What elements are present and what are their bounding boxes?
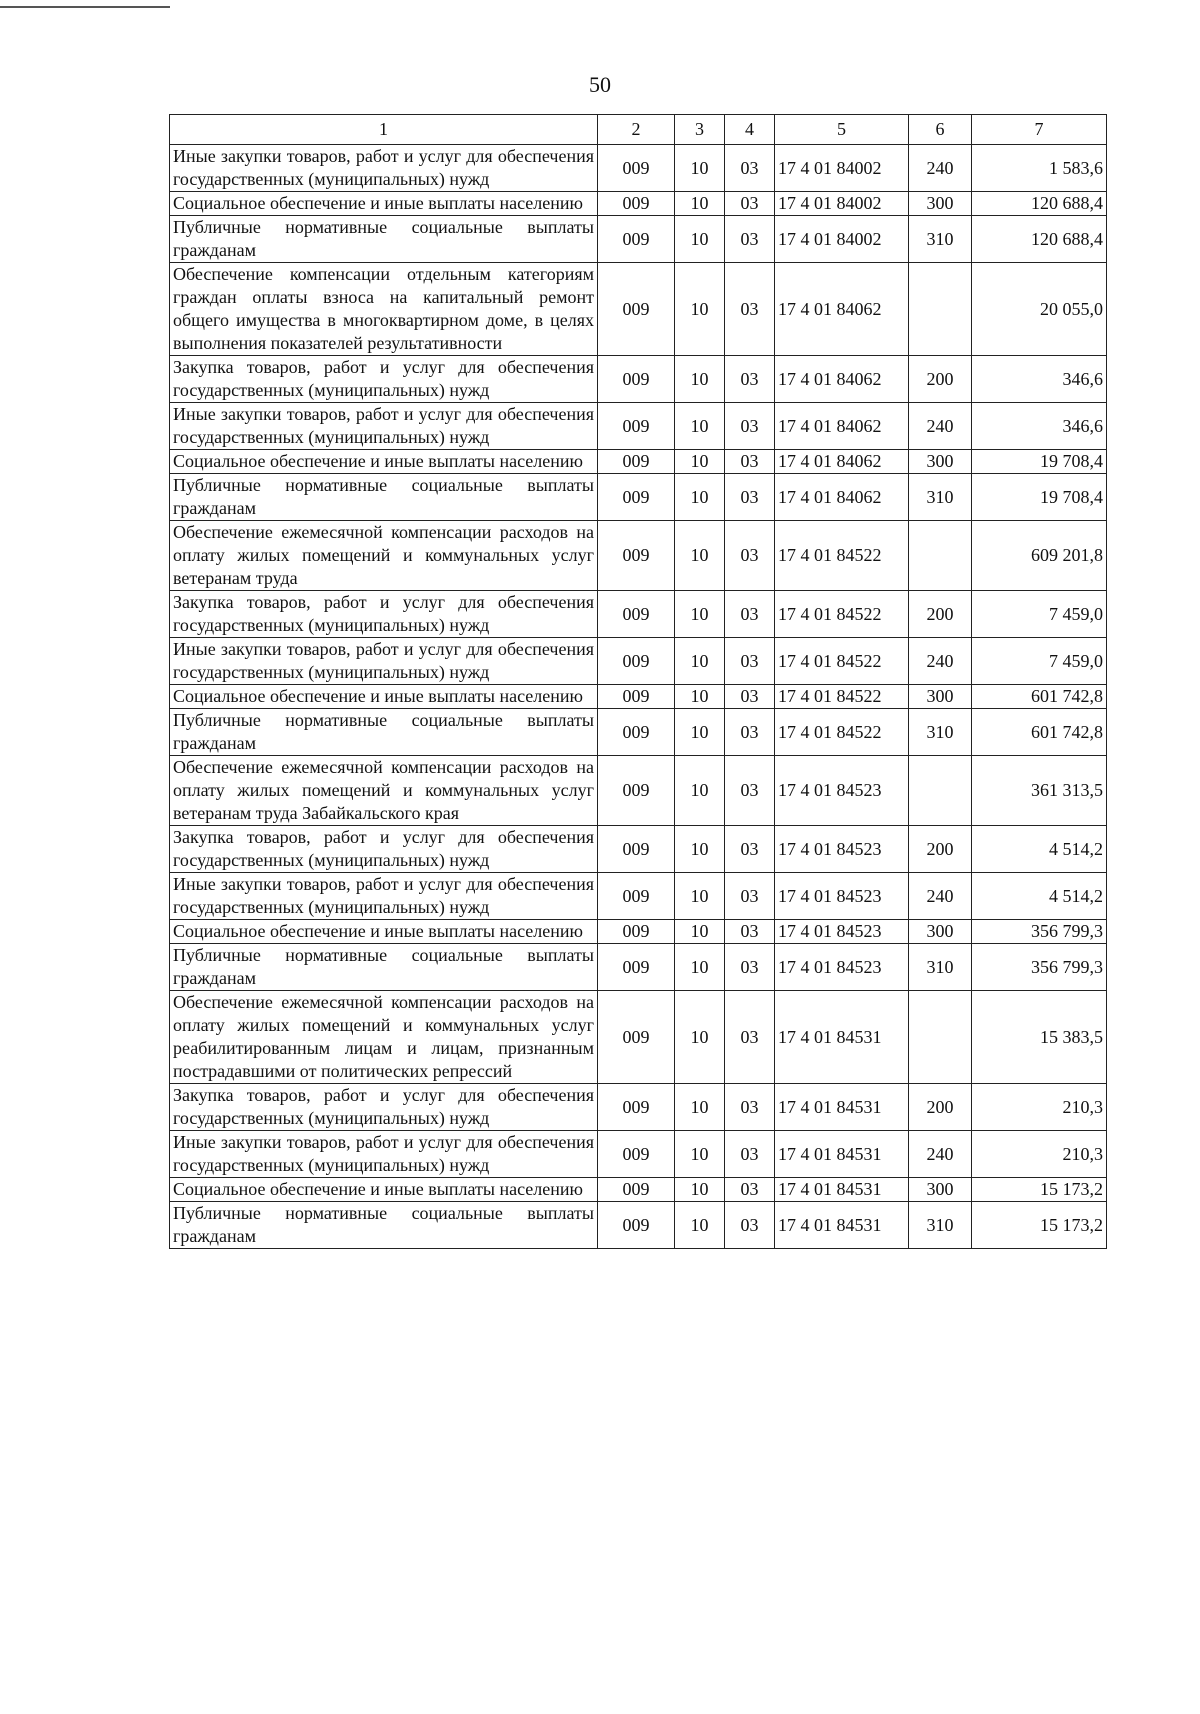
- table-row: [170, 944, 1107, 991]
- table-row: [170, 521, 1107, 591]
- amount-cell: 15 173,2: [972, 1178, 1107, 1202]
- amount-cell: 601 742,8: [972, 685, 1107, 709]
- section-cell: 10: [675, 450, 725, 474]
- target-article-cell: 17 4 01 84002: [775, 192, 909, 216]
- section-cell: 10: [675, 1202, 725, 1249]
- expense-type-cell: 200: [909, 591, 972, 638]
- subsection-cell: 03: [725, 944, 775, 991]
- expense-type-cell: 300: [909, 920, 972, 944]
- column-header: 2: [598, 115, 675, 145]
- row-name-cell: Публичные нормативные социальные выплаты гражданам: [170, 474, 598, 521]
- target-article-cell: 17 4 01 84522: [775, 685, 909, 709]
- row-name-cell: Закупка товаров, работ и услуг для обеспечения государственных (муниципальных) нужд: [170, 826, 598, 873]
- ministry-code-cell: 009: [598, 1178, 675, 1202]
- target-article-cell: 17 4 01 84522: [775, 521, 909, 591]
- row-name-cell: Социальное обеспечение и иные выплаты населению: [170, 685, 598, 709]
- section-cell: 10: [675, 685, 725, 709]
- target-article-cell: 17 4 01 84523: [775, 826, 909, 873]
- subsection-cell: 03: [725, 1084, 775, 1131]
- row-name-cell: Социальное обеспечение и иные выплаты населению: [170, 920, 598, 944]
- row-name-cell: Закупка товаров, работ и услуг для обеспечения государственных (муниципальных) нужд: [170, 1084, 598, 1131]
- row-name-cell: Социальное обеспечение и иные выплаты населению: [170, 450, 598, 474]
- target-article-cell: 17 4 01 84522: [775, 591, 909, 638]
- target-article-cell: 17 4 01 84062: [775, 474, 909, 521]
- expense-type-cell: 310: [909, 474, 972, 521]
- ministry-code-cell: 009: [598, 450, 675, 474]
- amount-cell: 609 201,8: [972, 521, 1107, 591]
- subsection-cell: 03: [725, 991, 775, 1084]
- ministry-code-cell: 009: [598, 920, 675, 944]
- table-row: [170, 474, 1107, 521]
- column-header: 3: [675, 115, 725, 145]
- subsection-cell: 03: [725, 1178, 775, 1202]
- ministry-code-cell: 009: [598, 403, 675, 450]
- ministry-code-cell: 009: [598, 1131, 675, 1178]
- ministry-code-cell: 009: [598, 638, 675, 685]
- section-cell: 10: [675, 356, 725, 403]
- subsection-cell: 03: [725, 192, 775, 216]
- subsection-cell: 03: [725, 403, 775, 450]
- expense-type-cell: 240: [909, 145, 972, 192]
- amount-cell: 15 173,2: [972, 1202, 1107, 1249]
- subsection-cell: 03: [725, 474, 775, 521]
- table-row: [170, 1084, 1107, 1131]
- subsection-cell: 03: [725, 1131, 775, 1178]
- row-name-cell: Публичные нормативные социальные выплаты гражданам: [170, 216, 598, 263]
- target-article-cell: 17 4 01 84531: [775, 991, 909, 1084]
- scan-artifact-line: [0, 6, 170, 8]
- table-row: [170, 1131, 1107, 1178]
- section-cell: 10: [675, 192, 725, 216]
- ministry-code-cell: 009: [598, 756, 675, 826]
- column-header: 4: [725, 115, 775, 145]
- row-name-cell: Обеспечение ежемесячной компенсации расходов на оплату жилых помещений и коммунальных услуг ветеранам труда: [170, 521, 598, 591]
- row-name-cell: Закупка товаров, работ и услуг для обеспечения государственных (муниципальных) нужд: [170, 356, 598, 403]
- target-article-cell: 17 4 01 84062: [775, 450, 909, 474]
- subsection-cell: 03: [725, 920, 775, 944]
- expense-type-cell: 240: [909, 638, 972, 685]
- table-row: [170, 638, 1107, 685]
- ministry-code-cell: 009: [598, 356, 675, 403]
- expense-type-cell: 240: [909, 873, 972, 920]
- column-header: 1: [170, 115, 598, 145]
- row-name-cell: Публичные нормативные социальные выплаты гражданам: [170, 944, 598, 991]
- amount-cell: 346,6: [972, 356, 1107, 403]
- amount-cell: 7 459,0: [972, 591, 1107, 638]
- row-name-cell: Публичные нормативные социальные выплаты гражданам: [170, 1202, 598, 1249]
- table-row: [170, 192, 1107, 216]
- expense-type-cell: 200: [909, 1084, 972, 1131]
- target-article-cell: 17 4 01 84002: [775, 145, 909, 192]
- section-cell: 10: [675, 521, 725, 591]
- table-row: [170, 1202, 1107, 1249]
- subsection-cell: 03: [725, 1202, 775, 1249]
- subsection-cell: 03: [725, 709, 775, 756]
- page-number: 50: [589, 72, 611, 97]
- expense-type-cell: 310: [909, 216, 972, 263]
- section-cell: 10: [675, 403, 725, 450]
- section-cell: 10: [675, 920, 725, 944]
- section-cell: 10: [675, 263, 725, 356]
- row-name-cell: Обеспечение ежемесячной компенсации расходов на оплату жилых помещений и коммунальных услуг реабилитированным лицам и лицам, признанным пострадавшими от политических репрессий: [170, 991, 598, 1084]
- section-cell: 10: [675, 591, 725, 638]
- target-article-cell: 17 4 01 84523: [775, 944, 909, 991]
- ministry-code-cell: 009: [598, 263, 675, 356]
- table-row: [170, 591, 1107, 638]
- section-cell: 10: [675, 145, 725, 192]
- target-article-cell: 17 4 01 84523: [775, 873, 909, 920]
- subsection-cell: 03: [725, 638, 775, 685]
- target-article-cell: 17 4 01 84002: [775, 216, 909, 263]
- expense-type-cell: [909, 521, 972, 591]
- expense-type-cell: 240: [909, 1131, 972, 1178]
- target-article-cell: 17 4 01 84062: [775, 356, 909, 403]
- expense-type-cell: [909, 991, 972, 1084]
- amount-cell: 4 514,2: [972, 826, 1107, 873]
- expense-type-cell: 310: [909, 709, 972, 756]
- section-cell: 10: [675, 944, 725, 991]
- target-article-cell: 17 4 01 84531: [775, 1084, 909, 1131]
- ministry-code-cell: 009: [598, 873, 675, 920]
- ministry-code-cell: 009: [598, 1084, 675, 1131]
- table-row: [170, 685, 1107, 709]
- ministry-code-cell: 009: [598, 991, 675, 1084]
- ministry-code-cell: 009: [598, 1202, 675, 1249]
- row-name-cell: Публичные нормативные социальные выплаты гражданам: [170, 709, 598, 756]
- ministry-code-cell: 009: [598, 192, 675, 216]
- table-row: [170, 1178, 1107, 1202]
- expense-type-cell: [909, 263, 972, 356]
- subsection-cell: 03: [725, 216, 775, 263]
- section-cell: 10: [675, 709, 725, 756]
- subsection-cell: 03: [725, 356, 775, 403]
- target-article-cell: 17 4 01 84523: [775, 920, 909, 944]
- section-cell: 10: [675, 1178, 725, 1202]
- budget-table: [169, 114, 1107, 1249]
- row-name-cell: Иные закупки товаров, работ и услуг для обеспечения государственных (муниципальных) нужд: [170, 1131, 598, 1178]
- ministry-code-cell: 009: [598, 216, 675, 263]
- target-article-cell: 17 4 01 84522: [775, 638, 909, 685]
- table-row: [170, 145, 1107, 192]
- amount-cell: 346,6: [972, 403, 1107, 450]
- section-cell: 10: [675, 638, 725, 685]
- amount-cell: 210,3: [972, 1084, 1107, 1131]
- subsection-cell: 03: [725, 756, 775, 826]
- amount-cell: 7 459,0: [972, 638, 1107, 685]
- section-cell: 10: [675, 756, 725, 826]
- ministry-code-cell: 009: [598, 474, 675, 521]
- subsection-cell: 03: [725, 145, 775, 192]
- subsection-cell: 03: [725, 826, 775, 873]
- expense-type-cell: 310: [909, 1202, 972, 1249]
- row-name-cell: Закупка товаров, работ и услуг для обеспечения государственных (муниципальных) нужд: [170, 591, 598, 638]
- row-name-cell: Иные закупки товаров, работ и услуг для обеспечения государственных (муниципальных) нужд: [170, 403, 598, 450]
- table-row: [170, 991, 1107, 1084]
- table-row: [170, 403, 1107, 450]
- target-article-cell: 17 4 01 84522: [775, 709, 909, 756]
- section-cell: 10: [675, 826, 725, 873]
- expense-type-cell: 300: [909, 1178, 972, 1202]
- subsection-cell: 03: [725, 591, 775, 638]
- amount-cell: 1 583,6: [972, 145, 1107, 192]
- ministry-code-cell: 009: [598, 145, 675, 192]
- target-article-cell: 17 4 01 84531: [775, 1202, 909, 1249]
- row-name-cell: Обеспечение ежемесячной компенсации расходов на оплату жилых помещений и коммунальных услуг ветеранам труда Забайкальского края: [170, 756, 598, 826]
- table-row: [170, 756, 1107, 826]
- amount-cell: 210,3: [972, 1131, 1107, 1178]
- subsection-cell: 03: [725, 873, 775, 920]
- row-name-cell: Социальное обеспечение и иные выплаты населению: [170, 192, 598, 216]
- target-article-cell: 17 4 01 84062: [775, 403, 909, 450]
- row-name-cell: Иные закупки товаров, работ и услуг для обеспечения государственных (муниципальных) нужд: [170, 638, 598, 685]
- expense-type-cell: 300: [909, 450, 972, 474]
- column-header: 5: [775, 115, 909, 145]
- target-article-cell: 17 4 01 84062: [775, 263, 909, 356]
- amount-cell: 120 688,4: [972, 216, 1107, 263]
- expense-type-cell: 310: [909, 944, 972, 991]
- target-article-cell: 17 4 01 84523: [775, 756, 909, 826]
- expense-type-cell: 200: [909, 356, 972, 403]
- subsection-cell: 03: [725, 685, 775, 709]
- amount-cell: 601 742,8: [972, 709, 1107, 756]
- row-name-cell: Иные закупки товаров, работ и услуг для обеспечения государственных (муниципальных) нужд: [170, 145, 598, 192]
- column-header: 6: [909, 115, 972, 145]
- amount-cell: 356 799,3: [972, 920, 1107, 944]
- target-article-cell: 17 4 01 84531: [775, 1178, 909, 1202]
- target-article-cell: 17 4 01 84531: [775, 1131, 909, 1178]
- expense-type-cell: [909, 756, 972, 826]
- table-row: [170, 450, 1107, 474]
- subsection-cell: 03: [725, 450, 775, 474]
- amount-cell: 19 708,4: [972, 450, 1107, 474]
- row-name-cell: Социальное обеспечение и иные выплаты населению: [170, 1178, 598, 1202]
- subsection-cell: 03: [725, 521, 775, 591]
- ministry-code-cell: 009: [598, 709, 675, 756]
- table-row: [170, 920, 1107, 944]
- amount-cell: 356 799,3: [972, 944, 1107, 991]
- expense-type-cell: 300: [909, 685, 972, 709]
- section-cell: 10: [675, 1131, 725, 1178]
- expense-type-cell: 300: [909, 192, 972, 216]
- table-row: [170, 356, 1107, 403]
- table-row: [170, 216, 1107, 263]
- section-cell: 10: [675, 873, 725, 920]
- expense-type-cell: 240: [909, 403, 972, 450]
- section-cell: 10: [675, 216, 725, 263]
- table-body: [170, 145, 1107, 1249]
- table-row: [170, 873, 1107, 920]
- subsection-cell: 03: [725, 263, 775, 356]
- table-header-row: [170, 115, 1107, 145]
- amount-cell: 120 688,4: [972, 192, 1107, 216]
- amount-cell: 19 708,4: [972, 474, 1107, 521]
- table-row: [170, 263, 1107, 356]
- ministry-code-cell: 009: [598, 521, 675, 591]
- amount-cell: 15 383,5: [972, 991, 1107, 1084]
- section-cell: 10: [675, 1084, 725, 1131]
- column-header: 7: [972, 115, 1107, 145]
- section-cell: 10: [675, 991, 725, 1084]
- row-name-cell: Обеспечение компенсации отдельным категориям граждан оплаты взноса на капитальный ремонт общего имущества в многоквартирном доме, в целях выполнения показателей результативности: [170, 263, 598, 356]
- amount-cell: 20 055,0: [972, 263, 1107, 356]
- section-cell: 10: [675, 474, 725, 521]
- amount-cell: 361 313,5: [972, 756, 1107, 826]
- table-row: [170, 709, 1107, 756]
- row-name-cell: Иные закупки товаров, работ и услуг для обеспечения государственных (муниципальных) нужд: [170, 873, 598, 920]
- ministry-code-cell: 009: [598, 685, 675, 709]
- table-row: [170, 826, 1107, 873]
- ministry-code-cell: 009: [598, 591, 675, 638]
- ministry-code-cell: 009: [598, 944, 675, 991]
- amount-cell: 4 514,2: [972, 873, 1107, 920]
- ministry-code-cell: 009: [598, 826, 675, 873]
- expense-type-cell: 200: [909, 826, 972, 873]
